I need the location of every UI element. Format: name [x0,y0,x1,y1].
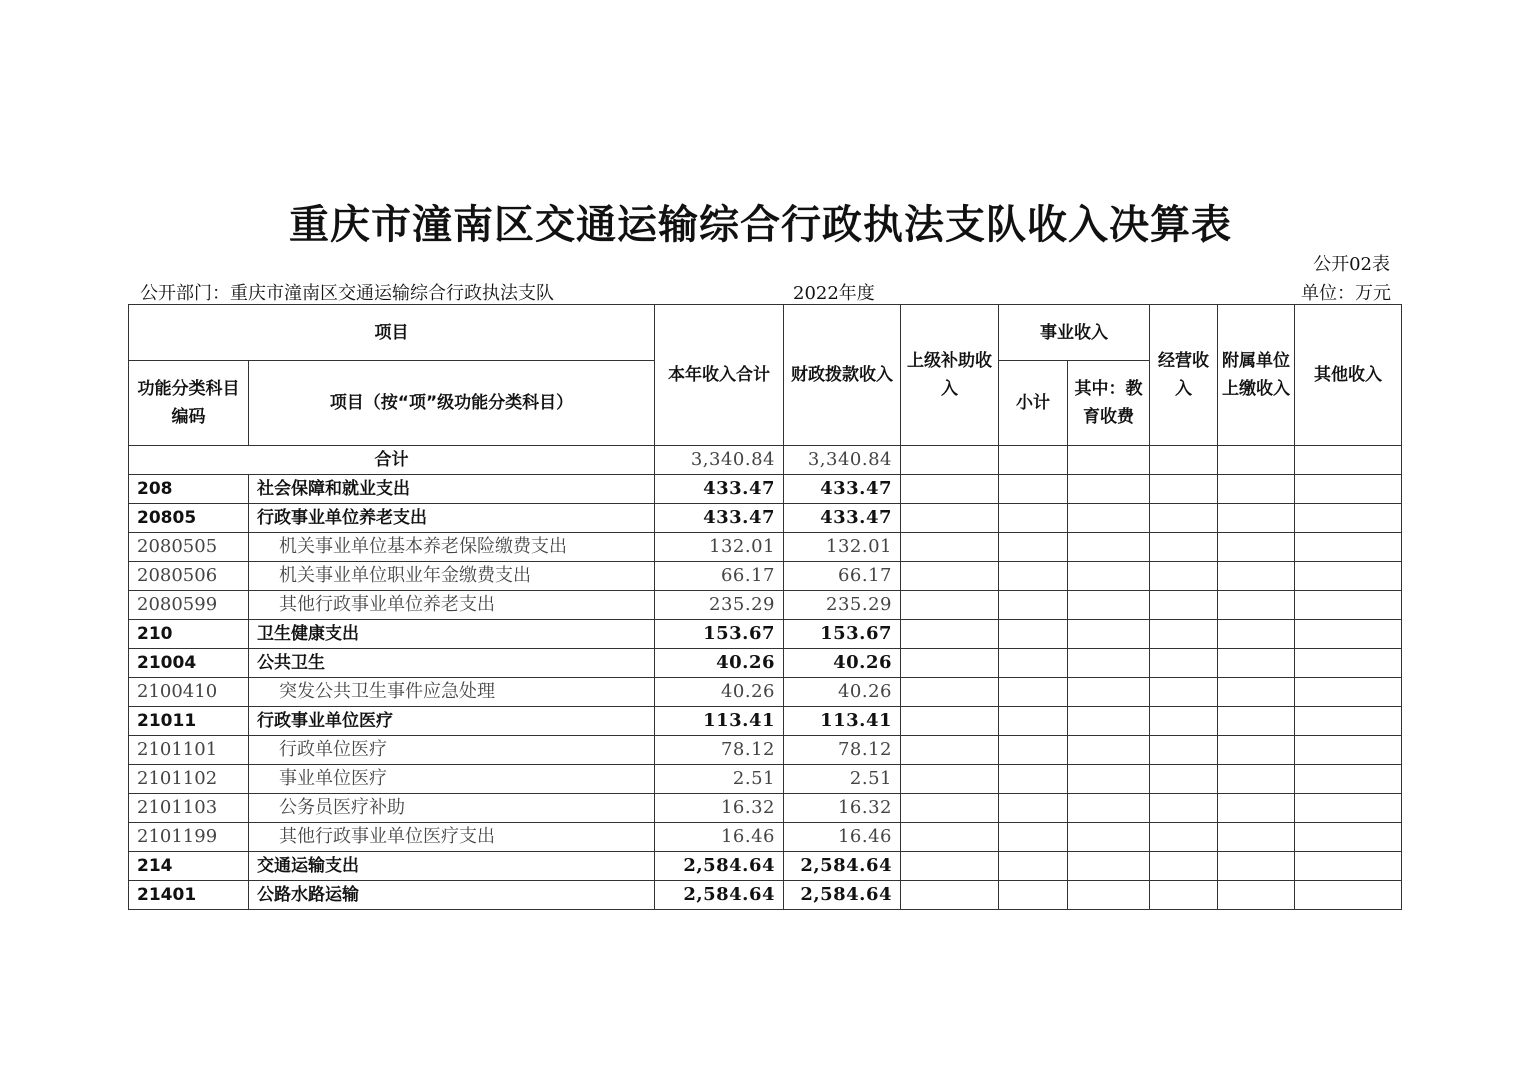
empty-cell [901,620,999,649]
empty-cell [1295,475,1402,504]
year-label: 2022年度 [793,283,875,304]
empty-cell [1068,533,1150,562]
empty-cell [1218,446,1295,475]
empty-cell [1295,678,1402,707]
empty-cell [901,881,999,910]
total-fiscal-cell: 3,340.84 [784,446,901,475]
empty-cell [1150,562,1218,591]
row-code: 208 [129,475,249,504]
row-name: 卫生健康支出 [249,620,655,649]
empty-cell [901,504,999,533]
row-code: 2101101 [129,736,249,765]
row-name: 交通运输支出 [249,852,655,881]
empty-cell [901,649,999,678]
empty-cell [1150,620,1218,649]
empty-cell [1150,446,1218,475]
empty-cell [1150,794,1218,823]
row-name: 其他行政事业单位医疗支出 [249,823,655,852]
row-total-income: 78.12 [655,736,784,765]
header-operating: 经营收入 [1150,305,1218,446]
empty-cell [1295,591,1402,620]
empty-cell [999,823,1068,852]
empty-cell [1068,591,1150,620]
row-code: 214 [129,852,249,881]
unit-label: 单位：万元 [1301,283,1391,304]
empty-cell [1150,504,1218,533]
row-name: 机关事业单位基本养老保险缴费支出 [249,533,655,562]
income-table [128,304,1402,910]
header-total-income: 本年收入合计 [655,305,784,446]
row-total-income: 433.47 [655,504,784,533]
header-func-code: 功能分类科目编码 [129,361,249,446]
empty-cell [1068,852,1150,881]
row-total-income: 235.29 [655,591,784,620]
row-fiscal: 2,584.64 [784,881,901,910]
empty-cell [999,562,1068,591]
table-row [129,475,1402,504]
table-row [129,620,1402,649]
header-business-group: 事业收入 [999,305,1150,361]
empty-cell [1150,707,1218,736]
header-project-name: 项目（按“项”级功能分类科目） [249,361,655,446]
empty-cell [999,475,1068,504]
row-total-income: 153.67 [655,620,784,649]
header-other: 其他收入 [1295,305,1402,446]
empty-cell [1150,881,1218,910]
empty-cell [1150,852,1218,881]
row-fiscal: 40.26 [784,678,901,707]
total-label: 合计 [129,446,655,475]
department-label: 公开部门：重庆市潼南区交通运输综合行政执法支队 [140,283,554,304]
row-code: 2080506 [129,562,249,591]
empty-cell [1295,649,1402,678]
empty-cell [901,562,999,591]
table-row [129,678,1402,707]
empty-cell [999,852,1068,881]
empty-cell [1295,823,1402,852]
empty-cell [1068,707,1150,736]
empty-cell [901,736,999,765]
row-fiscal: 235.29 [784,591,901,620]
table-row [129,504,1402,533]
row-name: 社会保障和就业支出 [249,475,655,504]
empty-cell [1068,881,1150,910]
row-name: 行政单位医疗 [249,736,655,765]
row-name: 行政事业单位养老支出 [249,504,655,533]
row-code: 2080505 [129,533,249,562]
row-code: 20805 [129,504,249,533]
empty-cell [901,707,999,736]
empty-cell [1295,533,1402,562]
empty-cell [1218,620,1295,649]
table-row [129,736,1402,765]
meta-line [140,279,1391,303]
empty-cell [1295,765,1402,794]
row-name: 机关事业单位职业年金缴费支出 [249,562,655,591]
row-fiscal: 40.26 [784,649,901,678]
header-superior: 上级补助收入 [901,305,999,446]
empty-cell [1150,533,1218,562]
row-code: 2080599 [129,591,249,620]
empty-cell [1218,707,1295,736]
empty-cell [901,446,999,475]
table-row [129,562,1402,591]
empty-cell [901,533,999,562]
empty-cell [1295,881,1402,910]
empty-cell [901,794,999,823]
empty-cell [1150,678,1218,707]
empty-cell [1295,852,1402,881]
empty-cell [1068,562,1150,591]
empty-cell [1150,649,1218,678]
empty-cell [1295,562,1402,591]
table-row [129,533,1402,562]
row-fiscal: 2,584.64 [784,852,901,881]
table-row [129,649,1402,678]
empty-cell [901,852,999,881]
document-title: 重庆市潼南区交通运输综合行政执法支队收入决算表 [289,202,1232,248]
table-row [129,591,1402,620]
empty-cell [1218,736,1295,765]
row-total-income: 2,584.64 [655,881,784,910]
row-code: 2101199 [129,823,249,852]
empty-cell [999,504,1068,533]
empty-cell [999,620,1068,649]
empty-cell [1295,736,1402,765]
empty-cell [1150,475,1218,504]
empty-cell [1218,765,1295,794]
row-total-income: 2.51 [655,765,784,794]
table-code: 公开02表 [1313,254,1390,275]
row-name: 其他行政事业单位养老支出 [249,591,655,620]
empty-cell [999,707,1068,736]
row-fiscal: 16.46 [784,823,901,852]
empty-cell [1218,881,1295,910]
header-subtotal: 小计 [999,361,1068,446]
row-fiscal: 113.41 [784,707,901,736]
table-row [129,707,1402,736]
row-total-income: 132.01 [655,533,784,562]
row-name: 公路水路运输 [249,881,655,910]
row-code: 2100410 [129,678,249,707]
row-code: 210 [129,620,249,649]
empty-cell [999,591,1068,620]
row-name: 公共卫生 [249,649,655,678]
row-total-income: 66.17 [655,562,784,591]
empty-cell [1218,591,1295,620]
empty-cell [1068,794,1150,823]
empty-cell [1218,852,1295,881]
row-fiscal: 153.67 [784,620,901,649]
empty-cell [1068,649,1150,678]
table-row [129,794,1402,823]
row-total-income: 16.32 [655,794,784,823]
row-name: 事业单位医疗 [249,765,655,794]
row-code: 2101103 [129,794,249,823]
table-row [129,823,1402,852]
empty-cell [1218,678,1295,707]
empty-cell [901,823,999,852]
row-code: 21401 [129,881,249,910]
empty-cell [999,794,1068,823]
row-total-income: 2,584.64 [655,852,784,881]
empty-cell [1295,794,1402,823]
empty-cell [1068,765,1150,794]
empty-cell [1068,504,1150,533]
empty-cell [1218,475,1295,504]
empty-cell [1295,446,1402,475]
row-fiscal: 78.12 [784,736,901,765]
empty-cell [901,591,999,620]
table-row [129,852,1402,881]
table-row [129,881,1402,910]
empty-cell [1218,562,1295,591]
empty-cell [1150,765,1218,794]
row-code: 2101102 [129,765,249,794]
total-row [129,446,1402,475]
row-total-income: 433.47 [655,475,784,504]
empty-cell [901,765,999,794]
total-income-cell: 3,340.84 [655,446,784,475]
empty-cell [1068,620,1150,649]
header-affiliated: 附属单位上缴收入 [1218,305,1295,446]
row-total-income: 40.26 [655,649,784,678]
empty-cell [999,736,1068,765]
row-code: 21011 [129,707,249,736]
header-fiscal: 财政拨款收入 [784,305,901,446]
row-fiscal: 132.01 [784,533,901,562]
empty-cell [1218,504,1295,533]
row-name: 公务员医疗补助 [249,794,655,823]
row-name: 行政事业单位医疗 [249,707,655,736]
empty-cell [901,475,999,504]
empty-cell [1218,823,1295,852]
empty-cell [999,533,1068,562]
header-project-group: 项目 [129,305,655,361]
empty-cell [999,649,1068,678]
empty-cell [1218,533,1295,562]
empty-cell [1068,678,1150,707]
empty-cell [1068,446,1150,475]
empty-cell [999,446,1068,475]
row-total-income: 113.41 [655,707,784,736]
empty-cell [1295,504,1402,533]
empty-cell [1150,736,1218,765]
empty-cell [901,678,999,707]
empty-cell [1068,475,1150,504]
empty-cell [999,678,1068,707]
row-fiscal: 2.51 [784,765,901,794]
row-name: 突发公共卫生事件应急处理 [249,678,655,707]
empty-cell [999,765,1068,794]
row-fiscal: 66.17 [784,562,901,591]
empty-cell [1150,591,1218,620]
empty-cell [1218,794,1295,823]
empty-cell [1150,823,1218,852]
empty-cell [999,881,1068,910]
row-fiscal: 16.32 [784,794,901,823]
empty-cell [1068,736,1150,765]
row-fiscal: 433.47 [784,475,901,504]
row-fiscal: 433.47 [784,504,901,533]
empty-cell [1218,649,1295,678]
empty-cell [1295,620,1402,649]
header-of-which-edu: 其中：教育收费 [1068,361,1150,446]
row-code: 21004 [129,649,249,678]
empty-cell [1068,823,1150,852]
empty-cell [1295,707,1402,736]
table-row [129,765,1402,794]
row-total-income: 40.26 [655,678,784,707]
row-total-income: 16.46 [655,823,784,852]
